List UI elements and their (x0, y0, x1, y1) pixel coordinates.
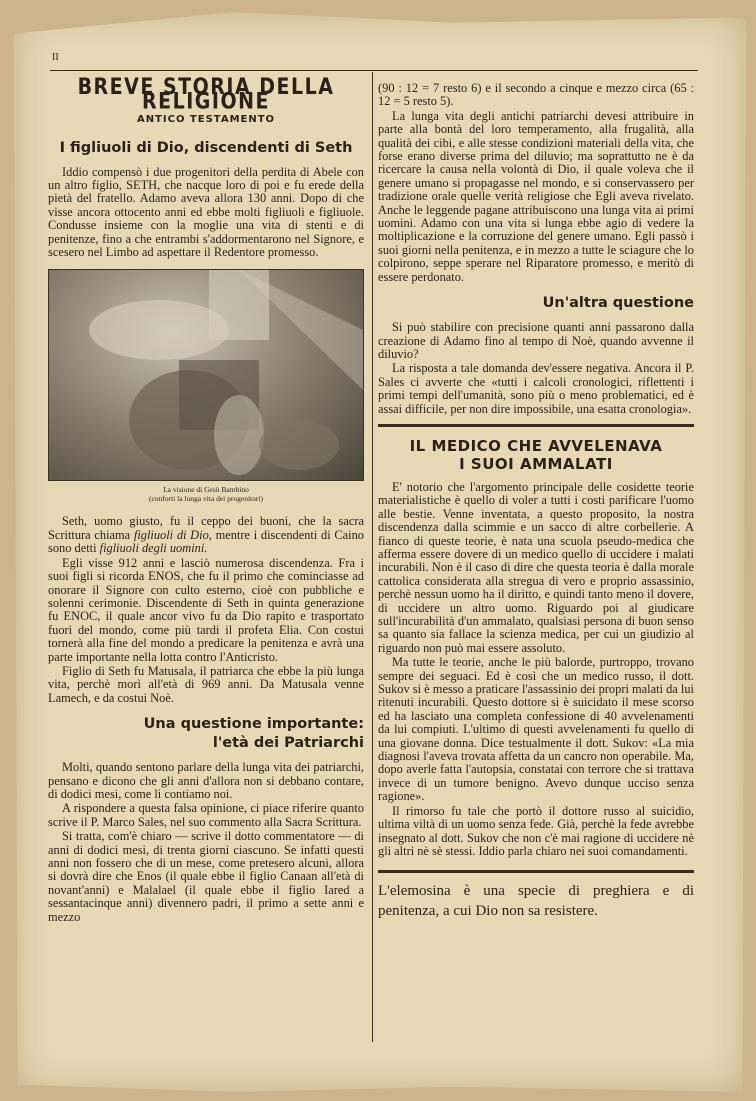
paragraph: Ma tutte le teorie, anche le più balorde, purtroppo, trovano sempre dei seguaci. Ed è così che un medico russo, il dott. Sukov si è messo a praticare l'assassinio dei propri malati da lui ritenuti incurabili. Questo dottore si è suicidato il mese scorso ed ha lasciato una completa confessione di 40 avvelenamenti da lui compiuti. L'ultimo di questi avvelenamenti fu quello di una giovane donna. Dice testualmente il dott. Sukov: «La mia diagnosi l'aveva trovata affetta da un cancro non operabile. Ma, dopo averle fatta l'autopsia, constatai con terrore che si trattava invece di un tumore benigno. Avevo dunque ucciso senza ragione». (378, 655, 694, 804)
paragraph: E' notorio che l'argomento principale delle cosidette teorie materialistiche è quello di voler a tutti i costi parificare l'uomo alle bestie. Venne inventata, a questo proposito, la nostra discendenza dalla scimmie e un sacco di altre corbellerie. A fianco di queste teorie, è nata una scuola pseudo-medica che afferma essere dovere di un medico quello di uccidere i malati incurabili. Non è il caso di dire che questa teoria è dalla morale cattolica considerata alla stregua di vero e proprio assassinio, perchè nessun uomo ha il diritto, e quindi tanto meno il dovere, di uccidere un altro uomo. Riguardo poi al giudicare sull'incurabilità d'un ammalato, qualsiasi persona di buon senso sa quanto sia fallace la scienza medica, per cui un giudizio al riguardo non può mai essere assoluto. (378, 479, 694, 655)
column-divider (372, 72, 373, 1042)
section-rule (378, 424, 694, 427)
top-rule (50, 70, 698, 71)
page-number: II (52, 52, 59, 63)
image-caption (48, 485, 364, 503)
engraving-image (48, 269, 364, 481)
paragraph: Egli visse 912 anni e lasciò numerosa discendenza. Fra i suoi figli si ricorda ENOS, che fu il primo che cominciasse ad onorare il Signore con culto esterno, cioè con pubbliche e solenni cerimonie. Discendente di Seth in quinta generazione fu ENOC, il quale ancor vivo fu da Dio rapito e trasportato fuori del mondo, come più tardi il profeta Elia. Con costui tornerà alla fine del mondo a predicare la penitenza e avrà una parte importante nella lotta contro l'Anticristo. (48, 555, 364, 664)
emphasis: figliuoli di Dio, (133, 527, 212, 542)
section-title-sons-of-god: I figliuoli di Dio, discendenti di Seth (59, 140, 353, 157)
right-column (378, 82, 694, 921)
paragraph: Si può stabilire con precisione quanti anni passarono dalla creazione di Adamo fino al tempo di Noè, quando avvenne il diluvio? (378, 320, 694, 361)
vision-illustration (49, 270, 363, 480)
paragraph: Il rimorso fu tale che portò il dottore russo al suicidio, ultima viltà di un uomo senza fede. Già, perchè la fede avrebbe insegnato al dott. Sukov che non c'è mai ragione di uccidere nè gli altri nè sè stessi. Iddio parla chiaro nei suoi comandamenti. (378, 803, 694, 858)
paragraph: La risposta a tale domanda dev'essere negativa. Ancora il P. Sales ci avverte che «tutti i calcoli cronologici, riflettenti i primi tempi dell'umanità, sono più o meno problematici, ed è assai difficile, per non dire impossibile, una esatta cronologia». (378, 361, 694, 416)
paragraph: A rispondere a questa falsa opinione, ci piace riferire quanto scrive il P. Marco Sales, nel suo commento alla Sacra Scrittura. (48, 801, 364, 829)
section-title-age-of-patriarchs: Una questione importante: l'età dei Patriarchi (143, 716, 364, 752)
image-caption-line-1: La visione di Gesù Bambino (163, 485, 249, 495)
emphasis: figliuoli degli uomini. (99, 541, 208, 556)
closing-quote: L'elemosina è una specie di preghiera e di penitenza, a cui Dio non sa resistere. (378, 883, 694, 920)
article-title: IL MEDICO CHE AVVELENAVA I SUOI AMMALATI (409, 436, 663, 473)
left-column (48, 74, 364, 924)
subtitle: ANTICO TESTAMENTO (136, 113, 276, 125)
section-title-another-question: Un'altra questione (542, 295, 694, 312)
paragraph: Iddio compensò i due progenitori della perdita di Abele con un altro figlio, SETH, che nacque loro di poi e fu erede della pietà del fratello. Adamo aveva allora 130 anni. Dopo di che visse ancora ottocento anni ed ebbe molti figliuoli e figliuole. Condusse insieme con la moglie una vita di stenti e di penitenze, fino a che entrambi s'addormentarono nel Signore, e scesero nel Limbo ad aspettare il Redentore promesso. (48, 164, 364, 260)
paragraph: Figlio di Seth fu Matusala, il patriarca che ebbe la più lunga vita, perchè morì all'età di 969 anni. Da Matusala venne Lamech, e da costui Noè. (48, 663, 364, 705)
main-title: BREVE STORIA DELLA RELIGIONE (77, 74, 335, 115)
image-caption-line-2: (conforti la lunga vita dei progenitori) (149, 494, 263, 504)
paragraph: La lunga vita degli antichi patriarchi devesi attribuire in parte alla bontà del loro temperamento, alla frugalità, alla qualità dei cibi, e alle stesse condizioni materiali della vita, che forse erano diverse prima del diluvio; ma soprattutto ne è da ricercare la causa nella volontà di Dio, il quale voleva che il genere umano si propagasse nel mondo, e si conservassero per tradizione orale quelle verità religiose che Egli aveva rivelato. Anche le leggende pagane attribuiscono una lunga vita ai primi uomini. Adamo con una vita si lunga ebbe agio di vedere la moltiplicazione e la corruzione del genere umano. Egli passò i suoi giorni nella penitenza, e in mezzo a tutte le sciagure che lo colpirono, seppe sperare nel Riparatore promesso, e meritò di essere perdonato. (378, 108, 694, 284)
paragraph: Seth, uomo giusto, fu il ceppo dei buoni, che la sacra Scrittura chiama figliuoli di Dio, mentre i discendenti di Caino sono detti figliuoli degli uomini. (48, 514, 364, 556)
paragraph: (90 : 12 = 7 resto 6) e il secondo a cinque e mezzo circa (65 : 12 = 5 resto 5). (378, 81, 694, 109)
section-rule (378, 870, 694, 873)
paragraph: Molti, quando sentono parlare della lunga vita dei patriarchi, pensano e dicono che gli anni d'allora non si debbano contare, di dodici mesi, come li contiamo noi. (48, 760, 364, 801)
paragraph: Si tratta, com'è chiaro — scrive il dotto commentatore — di anni di dodici mesi, di trenta giorni ciascuno. Se infatti questi anni non fossero che di un mese, come pretesero alcuni, allora si dovrà dire che Enos (il quale ebbe il figlio Canaan all'età di novant'anni) e Malalael (il quale ebbe il figlio Iared a sessantacinque anni) divennero padri, il primo a sette anni e mezzo (48, 829, 364, 924)
